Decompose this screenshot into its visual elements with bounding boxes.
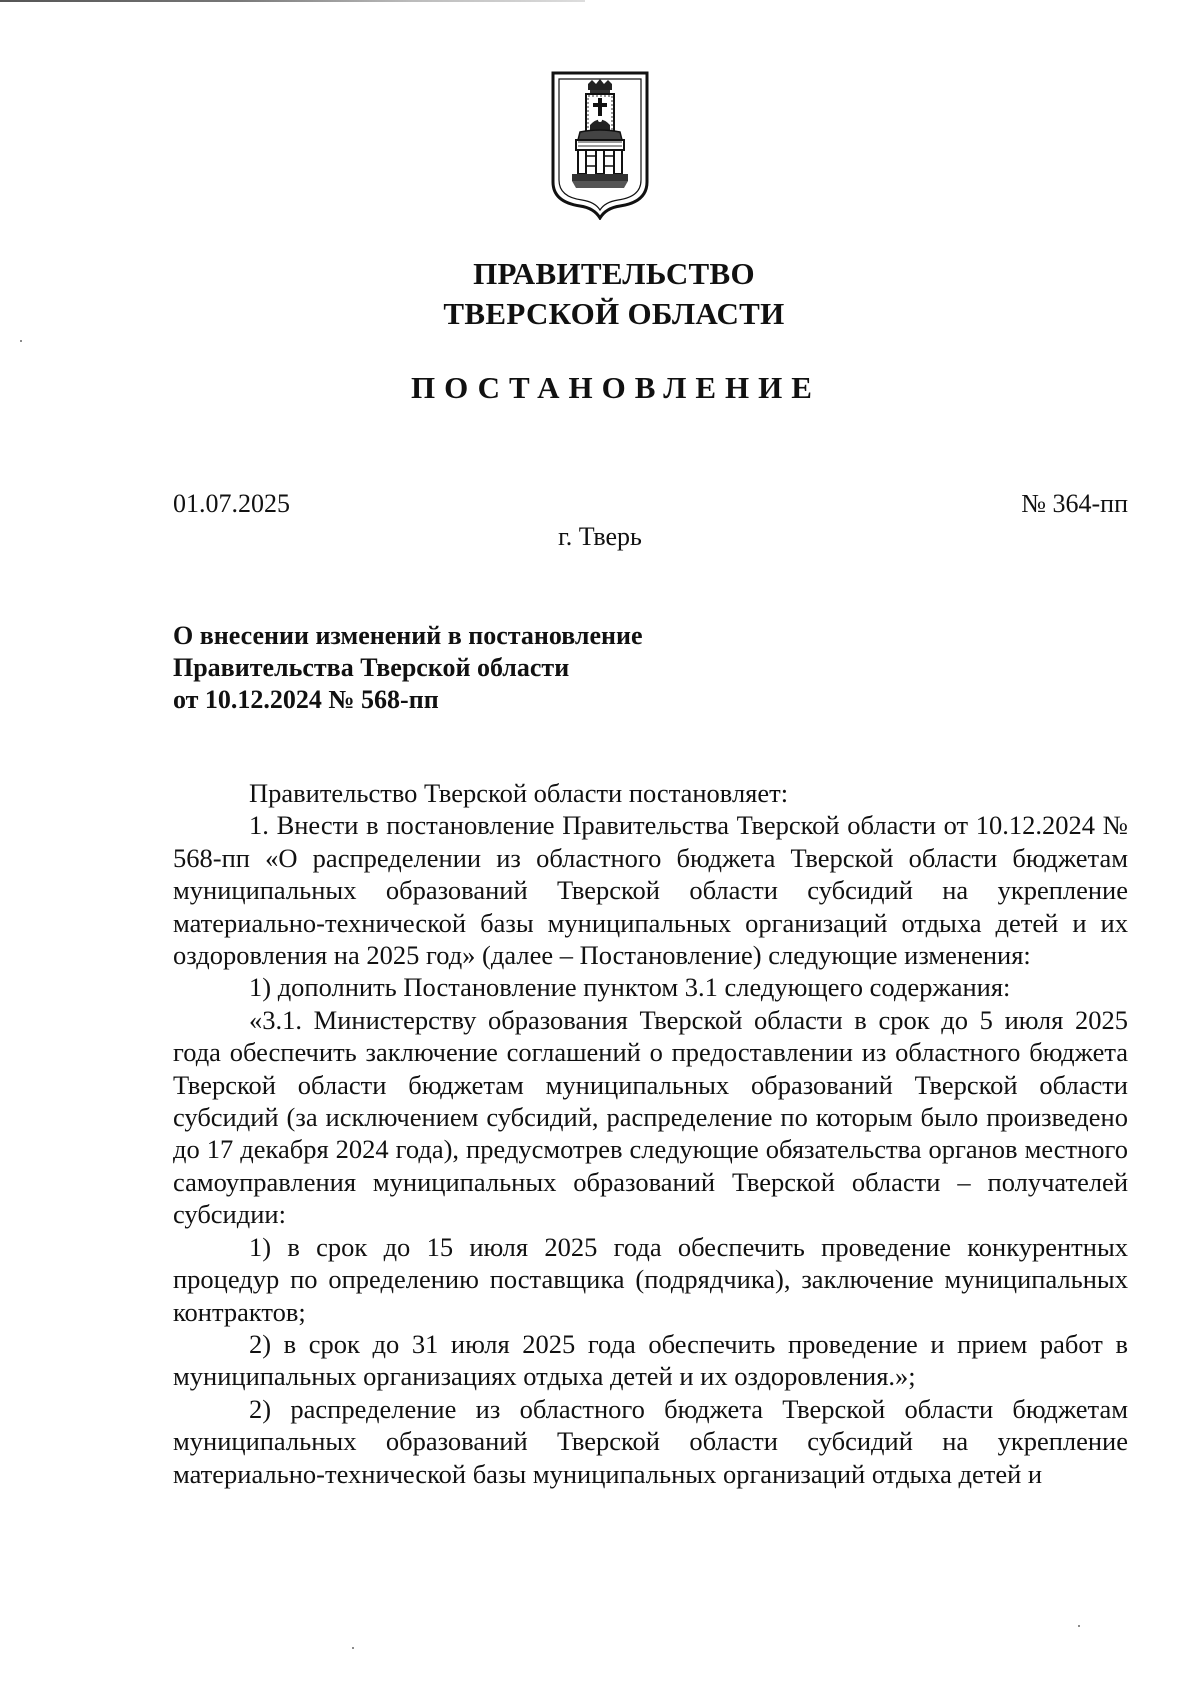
body-paragraph: 1) дополнить Постановление пунктом 3.1 следующего содержания:: [249, 972, 1011, 1003]
subject-line2: Правительства Тверской области: [173, 653, 570, 682]
body-paragraph: Правительство Тверской области постановляет:: [249, 778, 789, 808]
scan-speck: [352, 1647, 354, 1649]
body-paragraph: 1) в срок до 15 июля 2025 года обеспечить проведение конкурентных процедур по определению поставщика (подрядчика), заключение муниципальных контрактов;: [173, 1231, 1128, 1327]
scan-edge-line: [0, 0, 585, 2]
document-type: ПОСТАНОВЛЕНИЕ: [411, 370, 821, 405]
body-paragraph: 1. Внести в постановление Правительства Тверской области от 10.12.2024 № 568-пп «О распределении из областного бюджета Тверской области бюджетам муниципальных образований Тверской области субсидий на укрепление материально-технической базы муниципальных организаций отдыха детей и их оздоровления на 2025 год» (далее – Постановление) следующие изменения:: [173, 810, 1128, 971]
body-paragraph: 2) в срок до 31 июля 2025 года обеспечить проведение и прием работ в муниципальных организациях отдыха детей и их оздоровления.»;: [173, 1328, 1128, 1392]
document-city: г. Тверь: [558, 522, 642, 551]
government-title-line2: ТВЕРСКОЙ ОБЛАСТИ: [443, 296, 785, 331]
document-body: [173, 777, 1128, 1490]
document-number: № 364-пп: [1021, 489, 1128, 518]
document-date: 01.07.2025: [173, 489, 290, 518]
government-title-line1: ПРАВИТЕЛЬСТВО: [473, 256, 755, 291]
body-paragraph: «3.1. Министерству образования Тверской области в срок до 5 июля 2025 года обеспечить заключение соглашений о предоставлении из областного бюджета Тверской области бюджетам муниципальных образований Тверской области субсидий (за исключением субсидий, распределение по которым было произведено до 17 декабря 2024 года), предусмотрев следующие обязательства органов местного самоуправления муниципальных образований Тверской области – получателей субсидии:: [173, 1004, 1128, 1230]
body-paragraph: 2) распределение из областного бюджета Тверской области бюджетам муниципальных образований Тверской области субсидий на укрепление материально-технической базы муниципальных организаций отдыха детей и: [173, 1393, 1128, 1489]
tver-region-coat-of-arms-icon: [550, 70, 650, 220]
subject-line3: от 10.12.2024 № 568-пп: [173, 685, 439, 714]
document-subject: [173, 620, 643, 716]
scan-speck: [1078, 1625, 1080, 1627]
subject-line1: О внесении изменений в постановление: [173, 621, 643, 650]
government-title: [0, 254, 1200, 334]
scan-speck: [20, 340, 22, 342]
